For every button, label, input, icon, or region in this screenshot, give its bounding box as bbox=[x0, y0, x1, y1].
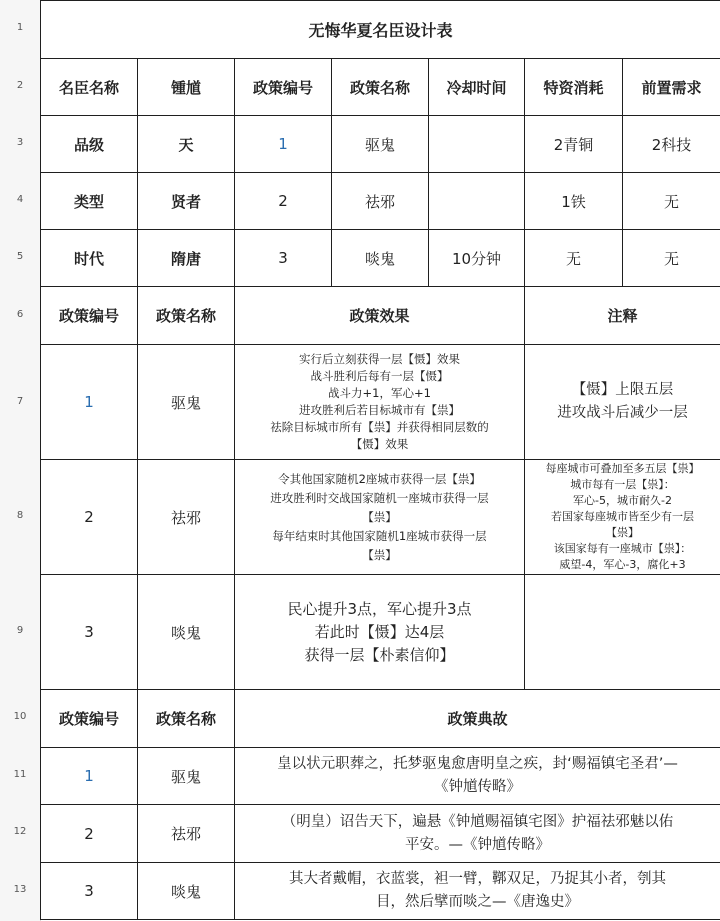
header-cell[interactable]: 特资消耗 bbox=[525, 59, 623, 116]
story-line: 其大者戴帽，衣蓝裳，袒一臂，鞹双足，乃捉其小者，刳其 bbox=[289, 871, 666, 887]
cost-cell[interactable]: 2青铜 bbox=[525, 116, 623, 173]
story-cell[interactable] bbox=[235, 748, 720, 805]
table-row bbox=[41, 230, 720, 287]
cost-cell[interactable]: 1铁 bbox=[525, 173, 623, 230]
header-cell[interactable]: 政策编号 bbox=[41, 690, 138, 748]
policy-name-cell[interactable]: 啖鬼 bbox=[332, 230, 429, 287]
table-row bbox=[41, 173, 720, 230]
note-line: 军心-5，城市耐久-2 bbox=[573, 494, 672, 507]
policy-effect-cell[interactable] bbox=[235, 460, 525, 575]
story-cell[interactable] bbox=[235, 805, 720, 863]
attr-value-cell[interactable]: 天 bbox=[138, 116, 235, 173]
policy-effect-cell[interactable] bbox=[235, 345, 525, 460]
row-number[interactable]: 8 bbox=[16, 510, 24, 521]
effect-line: 【祟】 bbox=[362, 509, 397, 524]
row-number[interactable]: 11 bbox=[13, 769, 27, 780]
note-line: 每座城市可叠加至多五层【祟】 bbox=[545, 462, 700, 475]
story-line: 目，然后擘而啖之—《唐逸史》 bbox=[376, 894, 579, 910]
header-cell[interactable]: 前置需求 bbox=[623, 59, 720, 116]
row-number[interactable]: 12 bbox=[13, 826, 27, 837]
policy-name-cell[interactable]: 祛邪 bbox=[138, 805, 235, 863]
header-cell[interactable]: 政策编号 bbox=[235, 59, 332, 116]
cooldown-cell[interactable]: 10分钟 bbox=[429, 230, 525, 287]
story-line: 《钟馗传略》 bbox=[434, 779, 521, 795]
story-line: 皇以状元职葬之，托梦驱鬼愈唐明皇之疾，封‘赐福镇宅圣君’— bbox=[277, 756, 678, 772]
note-line: 进攻战斗后减少一层 bbox=[557, 405, 688, 421]
effect-line: 每年结束时其他国家随机1座城市获得一层 bbox=[272, 528, 487, 543]
cost-cell[interactable]: 无 bbox=[525, 230, 623, 287]
note-line: 城市每有一层【祟】： bbox=[570, 478, 675, 491]
effect-line: 【祟】 bbox=[362, 547, 397, 562]
row-number[interactable]: 13 bbox=[13, 884, 27, 895]
policy-name-cell[interactable]: 啖鬼 bbox=[138, 575, 235, 690]
story-line: （明皇）诏告天下，遍悬《钟馗赐福镇宅图》护福祛邪魅以佑 bbox=[281, 813, 674, 830]
effect-line: 【慑】效果 bbox=[350, 437, 409, 451]
table-row bbox=[41, 863, 720, 920]
row-number[interactable]: 9 bbox=[16, 625, 24, 636]
policy-name-cell[interactable]: 祛邪 bbox=[138, 460, 235, 575]
table-title[interactable]: 无悔华夏名臣设计表 bbox=[41, 1, 720, 59]
row-number[interactable]: 6 bbox=[16, 309, 24, 320]
policy-name-cell[interactable]: 驱鬼 bbox=[138, 345, 235, 460]
table-row bbox=[41, 575, 720, 690]
cooldown-cell[interactable] bbox=[429, 116, 525, 173]
table-row bbox=[41, 345, 720, 460]
policy-effect-cell[interactable] bbox=[235, 575, 525, 690]
row-number[interactable]: 2 bbox=[16, 80, 24, 91]
policy-no-cell[interactable]: 2 bbox=[41, 460, 138, 575]
policy-no-cell[interactable]: 1 bbox=[235, 116, 332, 173]
attr-value-cell[interactable]: 隋唐 bbox=[138, 230, 235, 287]
effect-line: 战斗胜利后每有一层【慑】 bbox=[310, 369, 449, 383]
header-cell[interactable]: 名臣名称 bbox=[41, 59, 138, 116]
header-cell[interactable]: 冷却时间 bbox=[429, 59, 525, 116]
requirement-cell[interactable]: 无 bbox=[623, 173, 720, 230]
effect-line: 进攻胜利时交战国家随机一座城市获得一层 bbox=[270, 490, 489, 505]
row-number-column bbox=[0, 0, 41, 921]
table-row bbox=[41, 116, 720, 173]
row-number[interactable]: 5 bbox=[16, 251, 24, 262]
policy-name-cell[interactable]: 啖鬼 bbox=[138, 863, 235, 920]
note-line: 威望-4，军心-3，腐化+3 bbox=[559, 558, 686, 571]
effect-line: 进攻胜利后若目标城市有【祟】 bbox=[299, 403, 460, 417]
policy-no-cell[interactable]: 1 bbox=[41, 345, 138, 460]
attr-label-cell[interactable]: 品级 bbox=[41, 116, 138, 173]
row-number[interactable]: 4 bbox=[16, 194, 24, 205]
policy-name-cell[interactable]: 驱鬼 bbox=[138, 748, 235, 805]
note-cell[interactable] bbox=[525, 345, 720, 460]
policy-no-cell[interactable]: 2 bbox=[41, 805, 138, 863]
effect-line: 战斗力+1，军心+1 bbox=[328, 386, 431, 400]
header-cell[interactable]: 政策名称 bbox=[138, 690, 235, 748]
requirement-cell[interactable]: 无 bbox=[623, 230, 720, 287]
attr-label-cell[interactable]: 类型 bbox=[41, 173, 138, 230]
header-cell[interactable]: 政策名称 bbox=[332, 59, 429, 116]
header-cell[interactable]: 注释 bbox=[525, 287, 720, 345]
note-line: 该国家每有一座城市【祟】： bbox=[553, 542, 692, 555]
effect-line: 令其他国家随机2座城市获得一层【祟】 bbox=[278, 471, 481, 486]
policy-no-cell[interactable]: 2 bbox=[235, 173, 332, 230]
header-cell[interactable]: 政策名称 bbox=[138, 287, 235, 345]
table-row bbox=[41, 748, 720, 805]
note-line: 【祟】 bbox=[606, 526, 639, 539]
policy-no-cell[interactable]: 3 bbox=[41, 863, 138, 920]
policy-no-cell[interactable]: 3 bbox=[235, 230, 332, 287]
header-cell[interactable]: 锺馗 bbox=[138, 59, 235, 116]
policy-name-cell[interactable]: 驱鬼 bbox=[332, 116, 429, 173]
effect-line: 实行后立刻获得一层【慑】效果 bbox=[299, 352, 460, 366]
row-number[interactable]: 7 bbox=[16, 396, 24, 407]
header-cell[interactable]: 政策典故 bbox=[235, 690, 720, 748]
effect-line: 获得一层【朴素信仰】 bbox=[304, 645, 455, 664]
table-row bbox=[41, 805, 720, 863]
table-row bbox=[41, 460, 720, 575]
design-table bbox=[40, 0, 720, 920]
header-cell[interactable]: 政策编号 bbox=[41, 287, 138, 345]
policy-no-cell[interactable]: 3 bbox=[41, 575, 138, 690]
note-cell[interactable] bbox=[525, 460, 720, 575]
note-cell[interactable] bbox=[525, 575, 720, 690]
header-cell[interactable]: 政策效果 bbox=[235, 287, 525, 345]
story-line: 平安。—《钟馗传略》 bbox=[405, 836, 550, 853]
note-line: 【慑】上限五层 bbox=[571, 382, 674, 398]
note-line: 若国家每座城市皆至少有一层 bbox=[551, 510, 694, 523]
effect-line: 祛除目标城市所有【祟】并获得相同层数的 bbox=[270, 420, 489, 434]
policy-no-cell[interactable]: 1 bbox=[41, 748, 138, 805]
cooldown-cell[interactable] bbox=[429, 173, 525, 230]
row-number[interactable]: 10 bbox=[13, 711, 27, 722]
story-cell[interactable] bbox=[235, 863, 720, 920]
attr-value-cell[interactable]: 贤者 bbox=[138, 173, 235, 230]
policy-name-cell[interactable]: 祛邪 bbox=[332, 173, 429, 230]
row-number[interactable]: 3 bbox=[16, 137, 24, 148]
requirement-cell[interactable]: 2科技 bbox=[623, 116, 720, 173]
effect-line: 若此时【慑】达4层 bbox=[314, 622, 445, 641]
effect-line: 民心提升3点，军心提升3点 bbox=[287, 599, 472, 618]
attr-label-cell[interactable]: 时代 bbox=[41, 230, 138, 287]
row-number[interactable]: 1 bbox=[16, 22, 24, 33]
